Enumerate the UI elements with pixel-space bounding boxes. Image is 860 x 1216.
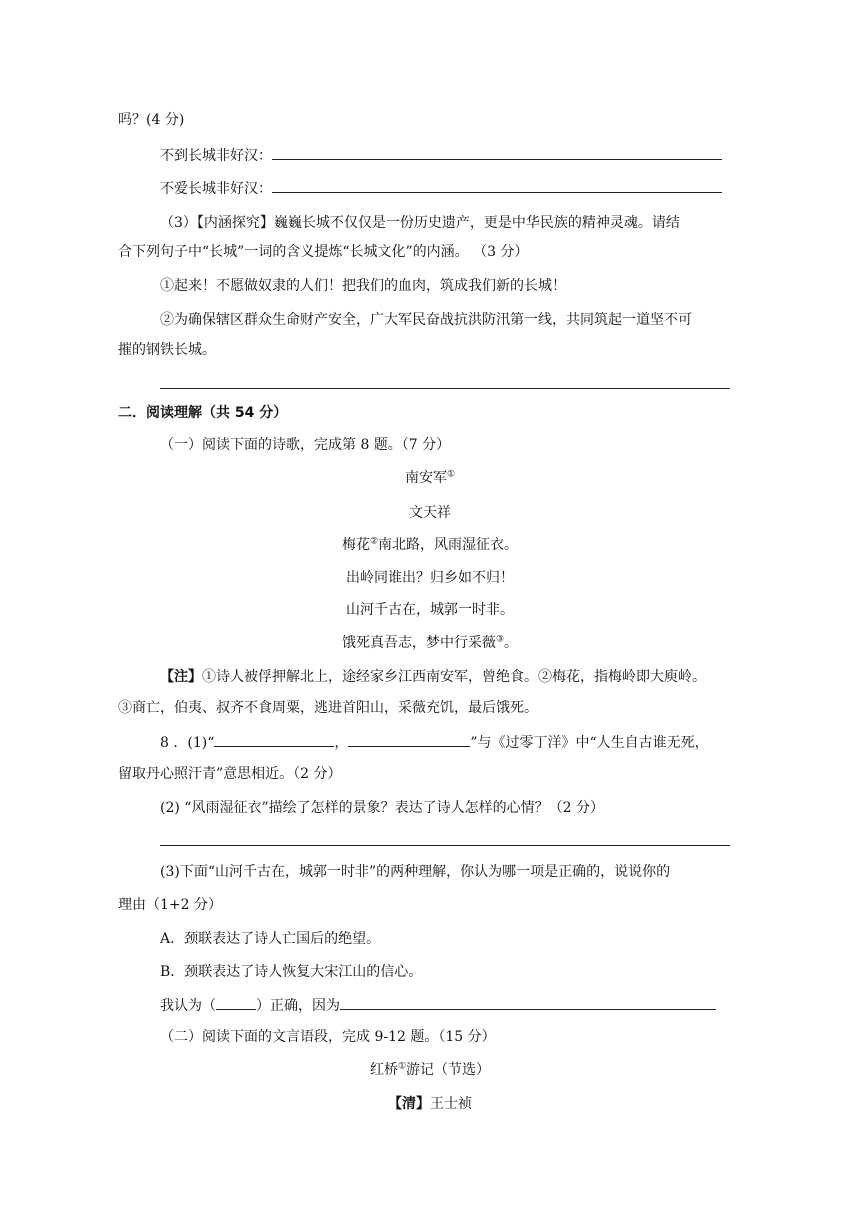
poem-line4-a: 饿死真吾志，梦中行采薇 [341, 635, 496, 651]
q7-answer-rule[interactable] [160, 388, 730, 389]
prose-author [0, 1094, 860, 1114]
poem-title-note: ① [446, 469, 456, 480]
q8-after: ”与《过零丁洋》中“人生自古谁无死， [470, 735, 709, 751]
q7-line1-label: 不到长城非好汉： [160, 148, 272, 164]
poem-title [0, 468, 860, 488]
q7-sentence-2-line2: 摧的钢铁长城。 [118, 342, 216, 358]
q8-reason-blank[interactable] [340, 995, 716, 1010]
section-heading: 二．阅读理解（共 54 分） [118, 405, 288, 421]
q8-answer-prefix: 我认为（ [160, 998, 216, 1014]
q7-blank-2[interactable] [272, 178, 722, 193]
notes-line-1 [160, 667, 706, 687]
q8-part1-line1 [160, 732, 709, 753]
q7-answer-line-1 [160, 145, 722, 166]
q8-part2: (2) “风雨湿征衣”描绘了怎样的景象？表达了诗人怎样的心情？（2 分） [160, 800, 604, 816]
prose-title-a: 红桥 [369, 1062, 398, 1078]
q8-option-a: A．颈联表达了诗人亡国后的绝望。 [160, 931, 381, 947]
prose-author-name: 王士祯 [430, 1096, 472, 1112]
q7-line2-label: 不爱长城非好汉： [160, 181, 272, 197]
q7-part3-line2: 合下列句子中“长城”一词的含义提炼“长城文化”的内涵。 （3 分） [118, 244, 529, 260]
q7-sentence-1: ①起来！不愿做奴隶的人们！把我们的血肉，筑成我们新的长城！ [160, 278, 566, 294]
q8-part1-line2: 留取丹心照汗青”意思相近。（2 分） [118, 766, 342, 782]
prose-title-note: ① [397, 1061, 407, 1072]
prose-author-dynasty: 【清】 [388, 1096, 430, 1112]
poem-line1-b: 南北路，风雨湿征衣。 [378, 537, 519, 553]
q7-sentence-2-line1: ②为确保辖区群众生命财产安全，广大军民奋战抗洪防汛第一线，共同筑起一道坚不可 [160, 312, 692, 328]
poem-line-3: 山河千古在，城郭一时非。 [346, 602, 514, 618]
poem-title-text: 南安军 [404, 470, 447, 486]
poem-line-2: 出岭同谁出？归乡如不归！ [346, 570, 514, 586]
q8-answer-rule[interactable] [160, 845, 730, 846]
q8-comma: ， [334, 735, 349, 751]
q8-answer-line [160, 995, 716, 1016]
poem-line-1 [0, 535, 860, 555]
prose-title-b: 游记（节选） [406, 1062, 491, 1078]
q7-tail: 吗？(4 分) [118, 112, 185, 128]
poem-author: 文天祥 [409, 505, 451, 521]
q8-option-b: B．颈联表达了诗人恢复大宋江山的信心。 [160, 964, 423, 980]
q8-blank-2[interactable] [348, 732, 470, 747]
notes-line1-text: ①诗人被俘押解北上，途经家乡江西南安军，曾绝食。②梅花，指梅岭即大庾岭。 [202, 669, 706, 685]
q8-num: 8 ．(1)“ [160, 735, 215, 751]
q7-blank-1[interactable] [272, 145, 722, 160]
poem-line4-note: ③ [495, 634, 505, 645]
q7-part3-line1: （3）【内涵探究】巍巍长城不仅仅是一份历史遗产，更是中华民族的精神灵魂。请结 [160, 215, 680, 231]
poem-line1-a: 梅花 [341, 537, 370, 553]
prose-title [0, 1060, 860, 1080]
poem-line4-b: 。 [504, 635, 519, 651]
notes-label: 【注】 [160, 669, 202, 685]
q8-part3-line2: 理由（1+2 分） [118, 897, 222, 913]
q8-blank-1[interactable] [214, 732, 334, 747]
q8-choice-blank[interactable] [216, 995, 256, 1010]
poem-line-4 [0, 633, 860, 653]
poem-line1-note: ② [369, 536, 379, 547]
subsection-1-intro: （一）阅读下面的诗歌，完成第 8 题。（7 分） [160, 437, 451, 453]
subsection-2-intro: （二）阅读下面的文言语段，完成 9-12 题。（15 分） [160, 1029, 496, 1045]
q8-part3-line1: (3)下面“山河千古在，城郭一时非”的两种理解，你认为哪一项是正确的，说说你的 [160, 864, 671, 880]
q8-answer-mid: ）正确，因为 [256, 998, 340, 1014]
notes-line-2: ③商亡，伯夷、叔齐不食周粟，逃进首阳山，采薇充饥，最后饿死。 [118, 700, 538, 716]
q7-answer-line-2 [160, 178, 722, 199]
